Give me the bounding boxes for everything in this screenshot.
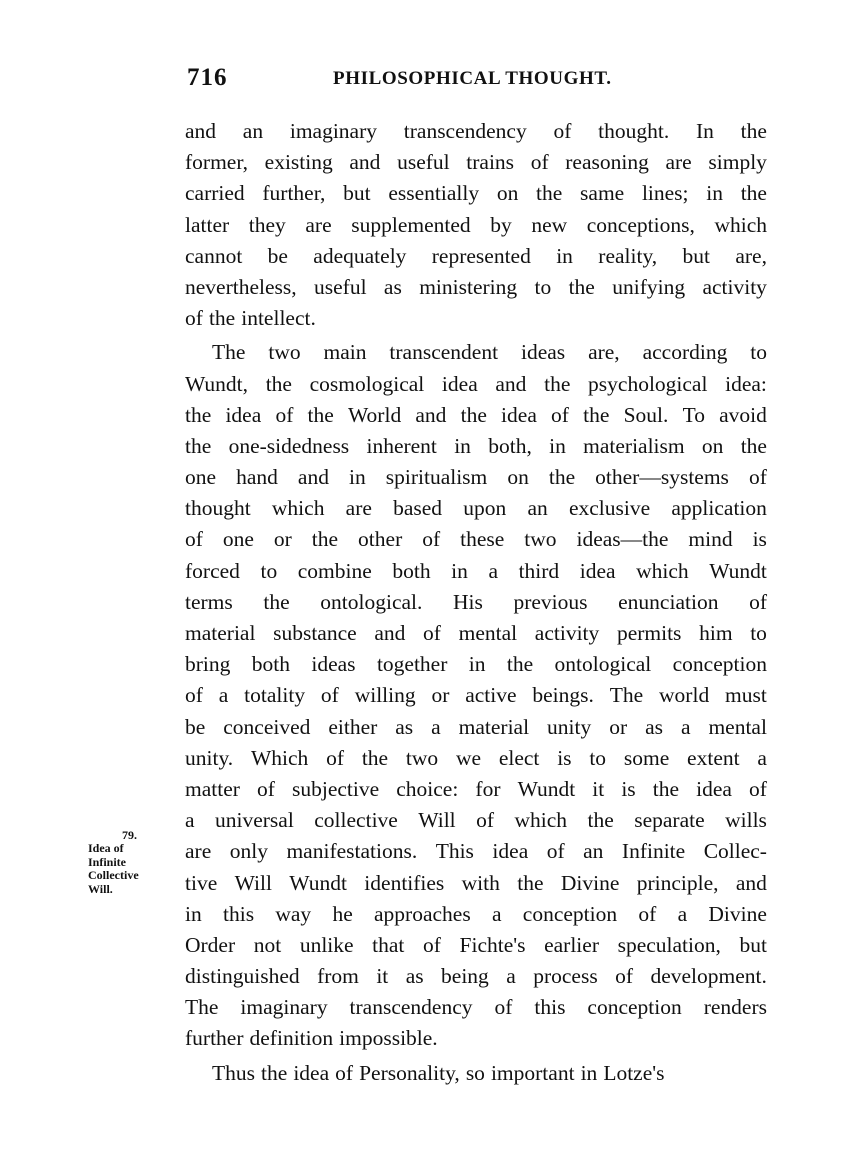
- text-line: one hand and in spiritualism on the other—systems of: [185, 465, 767, 490]
- text-line: matter of subjective choice: for Wundt it is the idea of: [185, 776, 767, 801]
- text-line: the idea of the World and the idea of the Soul. To avoid: [185, 402, 767, 427]
- margin-note: [88, 829, 168, 896]
- text-line: of one or the other of these two ideas—the mind is: [185, 527, 767, 552]
- text-line: of a totality of willing or active beings. The world must: [185, 683, 767, 708]
- text-line: nevertheless, useful as ministering to the unifying activity: [185, 274, 767, 299]
- paragraph: [185, 116, 767, 334]
- text-line: of the intellect.: [185, 306, 316, 331]
- page-number: 716: [187, 64, 228, 91]
- text-line: forced to combine both in a third idea which Wundt: [185, 558, 767, 583]
- margin-note-line: Idea of: [88, 841, 124, 856]
- paragraph: [185, 1058, 767, 1089]
- text-line: and an imaginary transcendency of thought. In the: [185, 119, 767, 143]
- text-line: be conceived either as a material unity or as a mental: [185, 714, 767, 739]
- text-line: tive Will Wundt identifies with the Divine principle, and: [185, 870, 767, 895]
- text-line: a universal collective Will of which the separate wills: [185, 808, 767, 833]
- text-line: latter they are supplemented by new conceptions, which: [185, 212, 767, 237]
- text-line: Wundt, the cosmological idea and the psychological idea:: [185, 371, 767, 396]
- margin-note-line: Infinite: [88, 854, 127, 869]
- text-line: thought which are based upon an exclusive application: [185, 496, 767, 521]
- text-line: The two main transcendent ideas are, according to: [212, 340, 767, 365]
- text-line: cannot be adequately represented in reality, but are,: [185, 243, 767, 268]
- text-line: Order not unlike that of Fichte's earlier speculation, but: [185, 932, 767, 957]
- text-line: unity. Which of the two we elect is to some extent a: [185, 745, 767, 770]
- text-line: Thus the idea of Personality, so important in Lotze's: [212, 1060, 665, 1085]
- paragraph: [185, 337, 767, 1054]
- text-line: in this way he approaches a conception of a Divine: [185, 901, 767, 926]
- text-line: terms the ontological. His previous enunciation of: [185, 589, 767, 614]
- text-line: carried further, but essentially on the same lines; in the: [185, 181, 767, 206]
- running-title: PHILOSOPHICAL THOUGHT.: [333, 68, 612, 89]
- text-line: further definition impossible.: [185, 1026, 438, 1051]
- text-line: material substance and of mental activity permits him to: [185, 621, 767, 645]
- margin-note-line: Will.: [88, 881, 113, 896]
- body-text: [185, 116, 767, 1089]
- text-line: bring both ideas together in the ontological conception: [185, 652, 767, 677]
- text-line: former, existing and useful trains of reasoning are simply: [185, 150, 767, 175]
- text-line: The imaginary transcendency of this conception renders: [185, 995, 767, 1020]
- text-line: the one-sidedness inherent in both, in materialism on the: [185, 433, 767, 458]
- text-line: are only manifestations. This idea of an Infinite Collec-: [185, 839, 767, 864]
- margin-note-number: 79.: [122, 828, 137, 842]
- margin-note-line: Collective: [88, 868, 139, 883]
- text-line: distinguished from it as being a process of development.: [185, 964, 767, 989]
